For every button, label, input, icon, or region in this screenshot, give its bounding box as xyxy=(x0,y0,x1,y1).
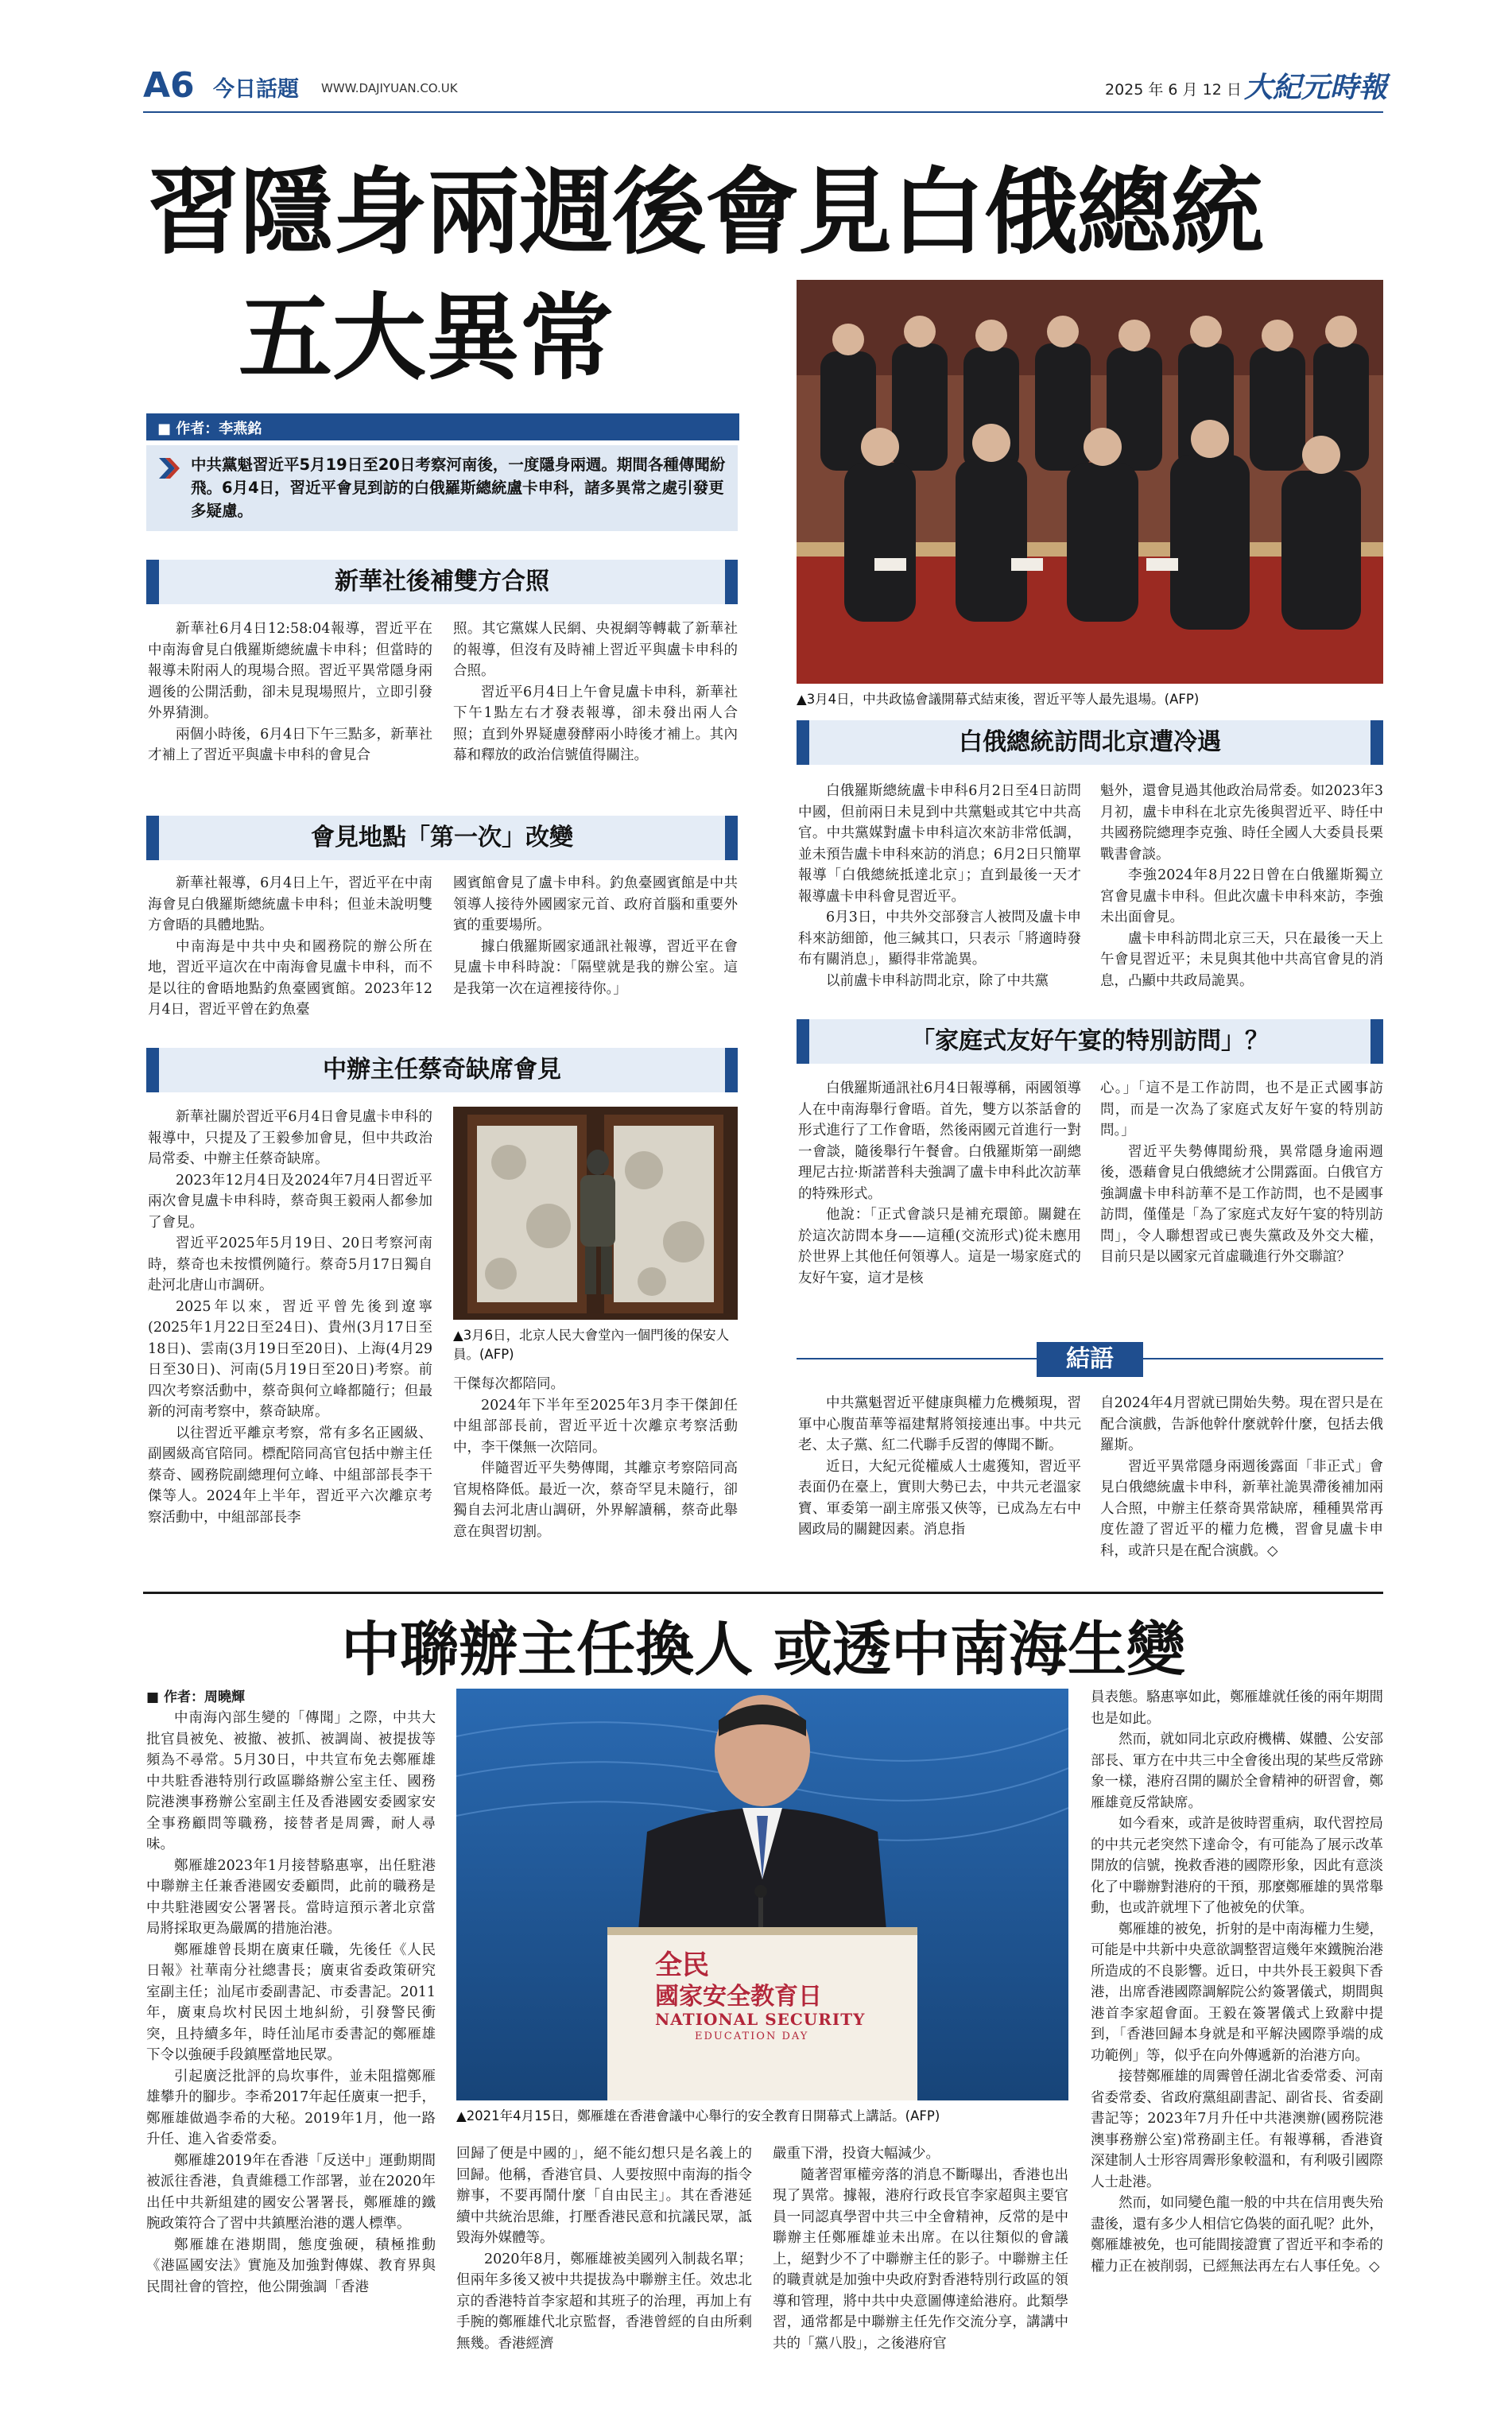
paragraph: 白俄羅斯通訊社6月4日報導稱，兩國領導人在中南海舉行會晤。首先，雙方以茶話會的形式進行了工作會晤，然後兩國元首進行一對一會談，隨後舉行午餐會。白俄羅斯第一副總理尼古拉·斯諾普科夫強調了盧卡申科此次訪華的特殊形式。 xyxy=(798,1080,1081,1202)
photo-cppcc-meeting xyxy=(797,280,1383,684)
story-divider xyxy=(143,1592,1383,1594)
paragraph: 以前盧卡申科訪問北京，除了中共黨 xyxy=(826,972,1049,989)
paragraph: 新華社報導，6月4日上午，習近平在中南海會見白俄羅斯總統盧卡申科；但並未說明雙方會晤的具體地點。 xyxy=(148,875,432,933)
header-rule xyxy=(143,111,1383,113)
section-heading-caiqi: 中辦主任蔡奇缺席會見 xyxy=(146,1048,738,1092)
story2-col3 xyxy=(773,2143,1068,2354)
paragraph: 新華社6月4日12:58:04報導，習近平在中南海會見白俄羅斯總統盧卡申科；但當時的報導未附兩人的現場合照。習近平異常隱身兩週後的公開活動，卻未見現場照片，立即引發外界猜測。 xyxy=(148,621,432,721)
section-heading-conclusion: 結語 xyxy=(1037,1342,1143,1377)
story2-col2 xyxy=(456,2143,752,2354)
paragraph: 習近平失勢傳聞紛飛，異常隱身逾兩週後，憑藉會見白俄總統才公開露面。白俄官方強調盧卡申科訪華不是工作訪問，也不是國事訪問，僅僅是「為了家庭式友好午宴的特別訪問」，令人聯想習或已喪失黨政及外交大權，目前只是以國家元首虛職進行外交聯誼？ xyxy=(1100,1143,1383,1265)
paragraph: 2023年12月4日及2024年7月4日習近平兩次會見盧卡申科時，蔡奇與王毅兩人都參加了會見。 xyxy=(148,1172,432,1231)
photo1-caption: ▲3月4日，中共政協會議開幕式結束後，習近平等人最先退場。(AFP) xyxy=(797,692,1200,707)
paragraph: 2020年8月，鄭雁雄被美國列入制裁名單；但兩年多後又被中共提拔為中聯辦主任。效忠北京的香港特首李家超和其班子的治理，再加上有手腕的鄭雁雄代北京監督，香港曾經的自由所剩無幾。香港經濟 xyxy=(456,2251,752,2352)
paragraph: 然而，就如同北京政府機構、媒體、公安部部長、軍方在中共三中全會後出現的某些反常跡象一樣，港府召開的關於全會精神的研習會，鄭雁雄竟反常缺席。 xyxy=(1091,1732,1383,1811)
paragraph: 鄭雁雄在港期間，態度強硬，積極推動《港區國安法》實施及加強對傳媒、教育界與民間社會的管控，他公開強調「香港 xyxy=(146,2236,436,2295)
paragraph: 伴隨習近平失勢傳聞，其離京考察陪同高官規格降低。最近一次，蔡奇罕見未隨行，卻獨自去河北唐山調研，外界解讀稱，蔡奇此舉意在與習切割。 xyxy=(453,1460,738,1540)
paragraph: 鄭雁雄的被免，折射的是中南海權力生變，可能是中共新中央意欲調整習這幾年來鐵腕治港所造成的不良影響。近日，中共外長王毅與下香港，出席香港國際調解院公約簽署儀式，期間與港首李家超會面。王毅在簽署儀式上致辭中提到，「香港回歸本身就是和平解決國際爭端的成功範例」等，似乎在向外傳遞新的治港方向。 xyxy=(1091,1921,1383,2064)
paragraph: 鄭雁雄2023年1月接替駱惠寧，出任駐港中聯辦主任兼香港國安委顧問，此前的職務是中共駐港國安公署署長。當時這預示著北京當局將採取更為嚴厲的措施治港。 xyxy=(146,1857,436,1937)
section-heading-location: 會見地點「第一次」改變 xyxy=(146,816,738,860)
paragraph: 白俄羅斯總統盧卡申科6月2日至4日訪問中國，但前兩日未見到中共黨魁或其它中共高官。中共黨媒對盧卡申科這次來訪非常低調，並未預告盧卡申科來訪的消息；6月2日只簡單報導「白俄總統抵達北京」；直到最後一天才報導盧卡申科會見習近平。 xyxy=(798,783,1081,905)
podium-text-main: 全民 xyxy=(655,1949,709,1981)
photo2-caption: ▲3月6日，北京人民大會堂內一個門後的保安人員。(AFP) xyxy=(453,1328,730,1362)
story2-col4 xyxy=(1091,1687,1383,2277)
section1-col-a xyxy=(148,619,432,766)
paragraph: 干傑每次都陪同。 xyxy=(453,1376,564,1392)
paragraph: 兩個小時後，6月4日下午三點多，新華社才補上了習近平與盧卡申科的會見合 xyxy=(148,726,432,763)
section-heading-belarus-visit: 白俄總統訪問北京遭冷遇 xyxy=(797,720,1383,765)
paragraph: 如今看來，或許是彼時習重病，取代習控局的中共元老突然下達命令，有可能為了展示改革開放的信號，挽救香港的國際形象，因此有意淡化了中聯辦對港府的干預，那麼鄭雁雄的異常舉動，也或許就埋下了他被免的伏筆。 xyxy=(1091,1816,1383,1916)
paragraph: 照。其它黨媒人民網、央視網等轉載了新華社的報導，但沒有及時補上習近平與盧卡申科的合照。 xyxy=(453,621,738,679)
story2-author: ■ 作者：周曉輝 xyxy=(146,1689,245,1705)
paragraph: 中南海內部生變的「傳聞」之際，中共大批官員被免、被撤、被抓、被調崗、被提拔等頻為不尋常。5月30日，中共宣布免去鄭雁雄中共駐香港特別行政區聯絡辦公室主任、國務院港澳事務辦公室副主任及香港國安委國家安全事務顧問等職務，接替者是周霽，耐人尋味。 xyxy=(146,1710,436,1852)
page-number: A6 xyxy=(143,65,195,106)
paragraph: 國賓館會見了盧卡申科。釣魚臺國賓館是中共領導人接待外國國家元首、政府首腦和重要外賓的重要場所。 xyxy=(453,875,738,933)
issue-date: 2025 年 6 月 12 日 xyxy=(1105,81,1242,99)
paragraph: 回歸了便是中國的」，絕不能幻想只是名義上的回歸。他稱，香港官員、人要按照中南海的指令辦事，不要再鬧什麼「自由民主」。其在香港延續中共統治思維，打壓香港民意和抗議民眾，詆毀海外媒體等。 xyxy=(456,2146,752,2246)
paragraph: 員表態。駱惠寧如此，鄭雁雄就任後的兩年期間也是如此。 xyxy=(1091,1689,1383,1727)
paragraph: 據白俄羅斯國家通訊社報導，習近平在會見盧卡申科時說：「隔壁就是我的辦公室。這是我第一次在這裡接待你。」 xyxy=(453,938,738,997)
paragraph: 李強2024年8月22日曾在白俄羅斯獨立宮會見盧卡申科。但此次盧卡申科來訪，李強未出面會見。 xyxy=(1100,867,1383,925)
story1-lead: 中共黨魁習近平5月19日至20日考察河南後，一度隱身兩週。期間各種傳聞紛飛。6月4日，習近平會見到訪的白俄羅斯總統盧卡申科，諸多異常之處引發更多疑慮。 xyxy=(191,456,726,520)
section4-col-b xyxy=(1100,781,1383,991)
paragraph: 習近平異常隱身兩週後露面「非正式」會見白俄總統盧卡申科，新華社詭異滯後補加兩人合照，中辦主任蔡奇異常缺席，種種異常再度佐證了習近平的權力危機，習會見盧卡申科，或許只是在配合演戲。◇ xyxy=(1100,1458,1383,1559)
section-title: 今日話題 xyxy=(213,77,299,102)
section-heading-xinhua: 新華社後補雙方合照 xyxy=(146,560,738,604)
paragraph: 然而，如同變色龍一般的中共在信用喪失殆盡後，還有多少人相信它偽裝的面孔呢？此外，鄭雁雄被免，也可能間接證實了習近平和李希的權力正在被削弱，已經無法再左右人事任免。◇ xyxy=(1091,2195,1383,2275)
section2-col-a xyxy=(148,873,432,1021)
paragraph: 心。」「這不是工作訪問，也不是正式國事訪問，而是一次為了家庭式友好午宴的特別訪問。」 xyxy=(1100,1080,1383,1138)
paragraph: 他說：「正式會談只是補充環節。關鍵在於這次訪問本身——這種(交流形式)從未應用於世界上其他任何領導人。這是一場家庭式的友好午宴，這才是核 xyxy=(798,1207,1081,1286)
section5-col-a xyxy=(798,1078,1081,1289)
section2-col-b xyxy=(453,873,738,999)
newspaper-logo[interactable]: 大紀元時報 xyxy=(1244,71,1388,104)
photo-zheng-yanxiong xyxy=(456,1689,1068,2100)
section1-col-b xyxy=(453,619,738,766)
paragraph: 魁外，還會見過其他政治局常委。如2023年3月初，盧卡申科在北京先後與習近平、時任中共國務院總理李克強、時任全國人大委員長栗戰書會談。 xyxy=(1100,783,1383,863)
paragraph: 習近平2025年5月19日、20日考察河南時，蔡奇也未按慣例隨行。蔡奇5月17日獨自赴河北唐山市調研。 xyxy=(148,1235,432,1294)
story2-headline: 中聯辦主任換人 或透中南海生變 xyxy=(341,1615,1185,1684)
section-heading-family-lunch: 「家庭式友好午宴的特別訪問」？ xyxy=(797,1019,1383,1064)
paragraph: 引起廣泛批評的烏坎事件，並未阻擋鄭雁雄攀升的腳步。李希2017年起任廣東一把手，鄭雁雄做過李希的大秘。2019年1月，他一路升任、進入省委常委。 xyxy=(146,2068,436,2147)
section5-col-b xyxy=(1100,1078,1383,1268)
story1-author-bar xyxy=(146,413,739,440)
paragraph: 以往習近平離京考察，常有多名正國級、副國級高官陪同。標配陪同高官包括中辦主任蔡奇、國務院副總理何立峰、中組部部長李干傑等人。2024年上半年，習近平六次離京考察活動中，中組部部長李 xyxy=(148,1425,432,1526)
paragraph: 隨著習軍權旁落的消息不斷曝出，香港也出現了異常。據報，港府行政長官李家超與主要官員一同認真學習中共三中全會精神，反常的是中聯辦主任鄭雁雄並未出席。在以往類似的會議上，絕對少不了中聯辦主任的影子。中聯辦主任的職責就是加強中央政府對香港特別行政區的領導和管理，將中共中央意圖傳達給港府。此類學習，通常都是中聯辦主任先作交流分享，講講中共的「黨八股」，之後港府官 xyxy=(773,2166,1068,2352)
paragraph: 自2024年4月習就已開始失勢。現在習只是在配合演戲，告訴他幹什麼就幹什麼，包括去俄羅斯。 xyxy=(1100,1395,1383,1453)
section6-col-b xyxy=(1100,1393,1383,1561)
paragraph: 嚴重下滑，投資大幅減少。 xyxy=(773,2146,940,2162)
podium-text-english: NATIONAL SECURITY xyxy=(655,2010,866,2029)
paragraph: 中共黨魁習近平健康與權力危機頻現，習軍中心腹苗華等福建幫將領接連出事。中共元老、太子黨、紅二代聯手反習的傳聞不斷。 xyxy=(798,1395,1081,1453)
story1-lead-box xyxy=(146,445,738,531)
site-url[interactable]: WWW.DAJIYUAN.CO.UK xyxy=(321,81,458,95)
paragraph: 鄭雁雄曾長期在廣東任職，先後任《人民日報》社華南分社總書長；廣東省委政策研究室副主任；汕尾市委副書記、市委書記。2011年，廣東烏坎村民因土地糾紛，引發警民衝突，且持續多年，時任汕尾市委書記的鄭雁雄下令以強硬手段鎮壓當地民眾。 xyxy=(146,1941,436,2063)
section4-col-a xyxy=(798,781,1081,991)
paragraph: 中南海是中共中央和國務院的辦公所在地，習近平這次在中南海會見盧卡申科，而不是以往的會晤地點釣魚臺國賓館。2023年12月4日，習近平曾在釣魚臺 xyxy=(148,938,432,1018)
podium-text-english-sub: EDUCATION DAY xyxy=(695,2030,809,2042)
paragraph: 近日，大紀元從權威人士處獲知，習近平表面仍在臺上，實則大勢已去，中共元老溫家寶、軍委第一副主席張又俠等，已成為左右中國政局的關鍵因素。消息指 xyxy=(798,1458,1081,1538)
story1-headline-line1: 習隱身兩週後會見白俄總統 xyxy=(147,157,1264,267)
paragraph: 接替鄭雁雄的周霽曾任湖北省委常委、河南省委常委、省政府黨組副書記、副省長、省委副書記等；2023年7月升任中共港澳辦(國務院港澳事務辦公室)常務副主任。有報導稱，香港資深建制人士形容周霽形象較溫和，有利吸引國際人士赴港。 xyxy=(1091,2069,1383,2190)
paragraph: 鄭雁雄2019年在香港「反送中」運動期間被派往香港，負責維穩工作部署，並在2020年出任中共新組建的國安公署署長，鄭雁雄的鐵腕政策符合了習中共鎮壓治港的選人標準。 xyxy=(146,2152,436,2232)
paragraph: 盧卡申科訪問北京三天，只在最後一天上午會見習近平；未見與其他中共高官會見的消息，凸顯中共政局詭異。 xyxy=(1100,930,1383,989)
paragraph: 6月3日，中共外交部發言人被問及盧卡申科來訪細節，他三緘其口，只表示「將適時發布有關消息」，顯得非常詭異。 xyxy=(798,910,1081,968)
section3-col-a xyxy=(148,1107,432,1528)
paragraph: 習近平6月4日上午會見盧卡申科，新華社下午1點左右才發表報導，卻未發出兩人合照；直到外界疑慮發酵兩小時後才補上。其內幕和釋放的政治信號值得關注。 xyxy=(453,684,738,763)
photo3-caption: ▲2021年4月15日，鄭雁雄在香港會議中心舉行的安全教育日開幕式上講話。(AFP) xyxy=(456,2108,940,2124)
section6-col-a xyxy=(798,1393,1081,1541)
story1-headline-line2: 五大異常 xyxy=(238,282,614,393)
story2-col1 xyxy=(146,1687,436,2298)
podium-text-title: 國家安全教育日 xyxy=(655,1983,822,2011)
paragraph: 2025年以來，習近平曾先後到遼寧(2025年1月22日至24日)、貴州(3月17日至18日)、雲南(3月19日至20日)、上海(4月29日至30日)、河南(5月19日至20日)考察。前四次考察活動中，蔡奇與何立峰都隨行；但最新的河南考察中，蔡奇缺席。 xyxy=(148,1298,432,1420)
story1-author: ■ 作者：李燕銘 xyxy=(157,421,262,437)
chevron-right-icon xyxy=(157,456,181,480)
paragraph: 新華社關於習近平6月4日會見盧卡申科的報導中，只提及了王毅參加會見，但中共政治局常委、中辦主任蔡奇缺席。 xyxy=(148,1109,432,1167)
section3-col-b xyxy=(453,1374,738,1542)
photo-security-guard xyxy=(453,1107,738,1320)
paragraph: 2024年下半年至2025年3月李干傑卸任中組部部長前，習近平近十次離京考察活動中，李干傑無一次陪同。 xyxy=(453,1397,738,1456)
